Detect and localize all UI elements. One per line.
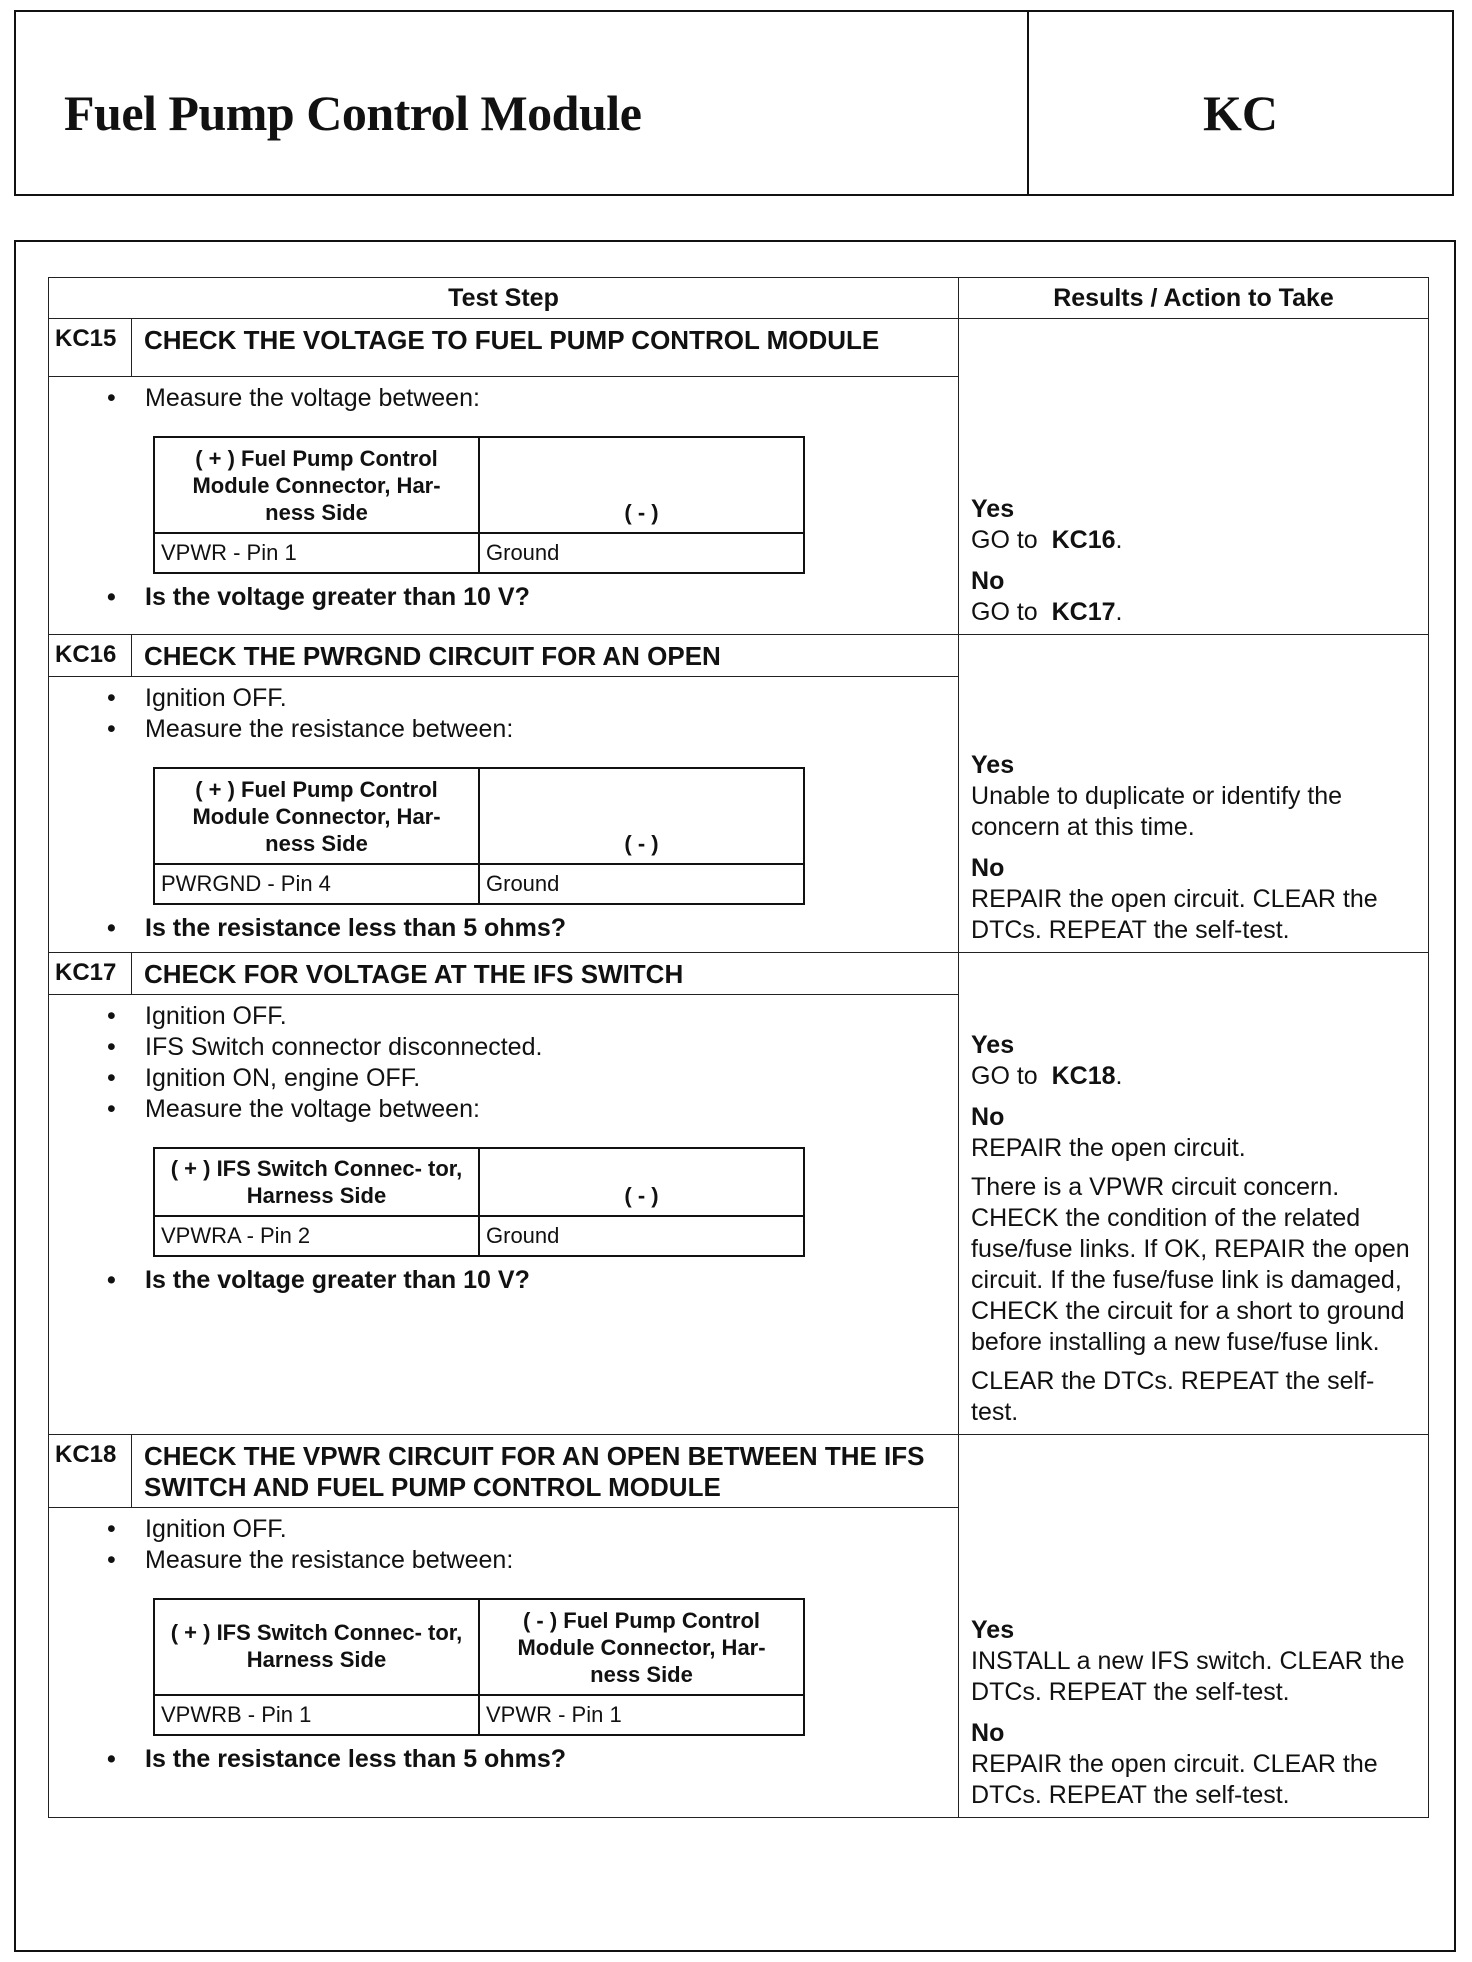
result-yes-label: Yes — [971, 1616, 1015, 1644]
step-title: CHECK THE VOLTAGE TO FUEL PUMP CONTROL MODULE — [132, 319, 959, 377]
pin-table — [153, 767, 805, 905]
goto-text: GO to — [971, 526, 1038, 554]
result-yes-action: GO to KC18. — [971, 1062, 1123, 1090]
minus-lead-value: VPWR - Pin 1 — [479, 1695, 804, 1735]
instruction-item: • Ignition OFF. — [145, 1001, 958, 1032]
step-results — [959, 953, 1429, 1435]
minus-lead-value: Ground — [479, 1216, 804, 1256]
plus-lead-header: ( + ) Fuel Pump Control Module Connector, Har- ness Side — [154, 768, 479, 864]
instruction-list — [49, 1514, 958, 1576]
step-body — [49, 1508, 959, 1818]
plus-lead-value: VPWRB - Pin 1 — [154, 1695, 479, 1735]
minus-lead-value: Ground — [479, 533, 804, 573]
instruction-list — [49, 383, 958, 414]
step-results — [959, 635, 1429, 953]
result-no-action: REPAIR the open circuit. CLEAR the DTCs. REPEAT the self-test. — [971, 1750, 1378, 1809]
goto-text: GO to — [971, 598, 1038, 626]
step-body — [49, 995, 959, 1435]
result-yes-action: Unable to duplicate or identify the concern at this time. — [971, 782, 1343, 841]
minus-lead-header: ( - ) Fuel Pump Control Module Connector, Har- ness Side — [479, 1599, 804, 1695]
pin-header-row — [154, 1599, 804, 1695]
step-results — [959, 319, 1429, 635]
instruction-item: • Ignition ON, engine OFF. — [145, 1063, 958, 1094]
result-yes-label: Yes — [971, 495, 1015, 523]
plus-lead-header: ( + ) IFS Switch Connec- tor, Harness Side — [154, 1599, 479, 1695]
step-title-row — [49, 953, 1429, 995]
minus-lead-header: ( - ) — [479, 1148, 804, 1216]
minus-lead-value: Ground — [479, 864, 804, 904]
minus-lead-header: ( - ) — [479, 768, 804, 864]
plus-lead-value: VPWRA - Pin 2 — [154, 1216, 479, 1256]
table-header-row — [49, 278, 1429, 319]
instruction-item: • Measure the voltage between: — [145, 1094, 958, 1125]
step-question: • Is the voltage greater than 10 V? — [49, 1265, 958, 1296]
instruction-list — [49, 683, 958, 745]
instruction-list — [49, 1001, 958, 1125]
column-header-results: Results / Action to Take — [959, 278, 1429, 319]
pin-header-row — [154, 768, 804, 864]
step-id: KC16 — [49, 635, 132, 677]
step-question: • Is the voltage greater than 10 V? — [49, 582, 958, 613]
step-title-row — [49, 319, 1429, 377]
result-no-action: REPAIR the open circuit. — [971, 1134, 1246, 1162]
instruction-item: • Measure the voltage between: — [145, 383, 958, 414]
step-results — [959, 1435, 1429, 1818]
step-id: KC17 — [49, 953, 132, 995]
section-code: KC — [1203, 85, 1278, 141]
plus-lead-header: ( + ) Fuel Pump Control Module Connector, Har- ness Side — [154, 437, 479, 533]
goto-step-link[interactable]: KC18 — [1051, 1062, 1116, 1090]
pin-header-row — [154, 1148, 804, 1216]
step-question: • Is the resistance less than 5 ohms? — [49, 913, 958, 944]
plus-lead-header: ( + ) IFS Switch Connec- tor, Harness Side — [154, 1148, 479, 1216]
step-title: CHECK THE PWRGND CIRCUIT FOR AN OPEN — [132, 635, 959, 677]
column-header-test-step: Test Step — [49, 278, 959, 319]
goto-step-link[interactable]: KC16 — [1051, 526, 1116, 554]
pin-value-row — [154, 1695, 804, 1735]
result-no-followup: CLEAR the DTCs. REPEAT the self-test. — [971, 1367, 1375, 1426]
plus-lead-value: VPWR - Pin 1 — [154, 533, 479, 573]
step-body — [49, 677, 959, 953]
page-title: Fuel Pump Control Module — [64, 85, 642, 141]
instruction-item: • Ignition OFF. — [145, 1514, 958, 1545]
instruction-item: • IFS Switch connector disconnected. — [145, 1032, 958, 1063]
result-no-label: No — [971, 854, 1005, 882]
step-id: KC18 — [49, 1435, 132, 1508]
pin-table — [153, 1147, 805, 1257]
pin-table — [153, 1598, 805, 1736]
minus-lead-header: ( - ) — [479, 437, 804, 533]
step-title: CHECK THE VPWR CIRCUIT FOR AN OPEN BETWEEN THE IFS SWITCH AND FUEL PUMP CONTROL MODULE — [132, 1435, 959, 1508]
plus-lead-value: PWRGND - Pin 4 — [154, 864, 479, 904]
step-id: KC15 — [49, 319, 132, 377]
test-step-table — [48, 277, 1429, 1818]
result-no-label: No — [971, 567, 1005, 595]
result-yes-action: GO to KC16. — [971, 526, 1123, 554]
step-body — [49, 377, 959, 635]
step-title-row — [49, 635, 1429, 677]
instruction-item: • Measure the resistance between: — [145, 1545, 958, 1576]
pin-value-row — [154, 864, 804, 904]
result-yes-label: Yes — [971, 1031, 1015, 1059]
instruction-item: • Measure the resistance between: — [145, 714, 958, 745]
result-yes-action: INSTALL a new IFS switch. CLEAR the DTCs. REPEAT the self-test. — [971, 1647, 1405, 1706]
pin-value-row — [154, 533, 804, 573]
step-question: • Is the resistance less than 5 ohms? — [49, 1744, 958, 1775]
result-no-label: No — [971, 1103, 1005, 1131]
page-header — [14, 10, 1454, 196]
result-no-action: GO to KC17. — [971, 598, 1123, 626]
step-title: CHECK FOR VOLTAGE AT THE IFS SWITCH — [132, 953, 959, 995]
instruction-item: • Ignition OFF. — [145, 683, 958, 714]
step-title-row — [49, 1435, 1429, 1508]
result-yes-label: Yes — [971, 751, 1015, 779]
pin-header-row — [154, 437, 804, 533]
result-no-action: REPAIR the open circuit. CLEAR the DTCs. REPEAT the self-test. — [971, 885, 1378, 944]
goto-text: GO to — [971, 1062, 1038, 1090]
result-no-label: No — [971, 1719, 1005, 1747]
pin-table — [153, 436, 805, 574]
pin-value-row — [154, 1216, 804, 1256]
result-no-detail: There is a VPWR circuit concern. CHECK the condition of the related fuse/fuse links. If OK, REPAIR the open circuit. If the fuse/fuse link is damaged, CHECK the circuit for a short to ground before installing a new fuse/fuse link. — [971, 1173, 1410, 1356]
goto-step-link[interactable]: KC17 — [1051, 598, 1116, 626]
